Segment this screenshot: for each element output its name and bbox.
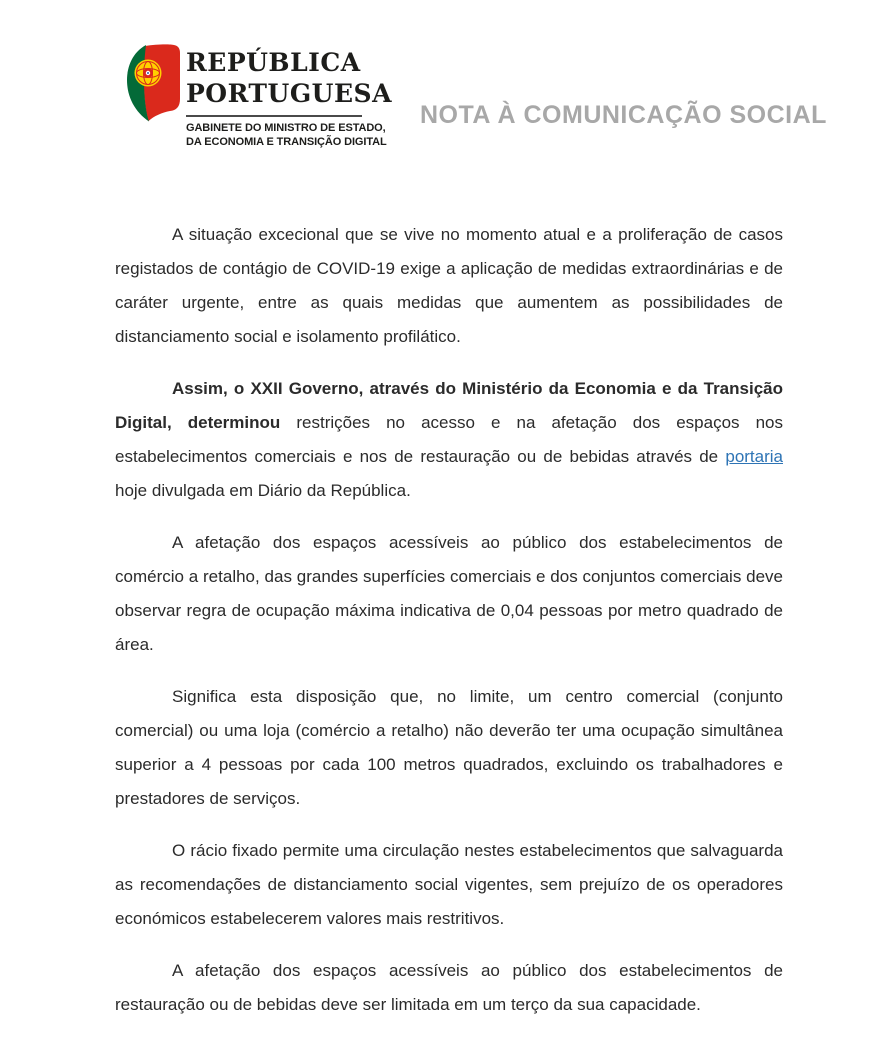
- government-logo-text: [186, 47, 392, 149]
- paragraph: [115, 680, 783, 816]
- org-name-line2: PORTUGUESA: [186, 79, 392, 108]
- logo-divider: [186, 115, 362, 117]
- text-segment: Significa esta disposição que, no limite, um centro comercial (conjunto comercial) ou uma loja (comércio a retalho) não deverão ter uma ocupação simultânea superior a 4 pessoas por cada 100 metros quadrados, excluindo os trabalhadores e prestadores de serviços.: [115, 687, 783, 808]
- paragraph: [115, 372, 783, 508]
- text-segment: A afetação dos espaços acessíveis ao público dos estabelecimentos de comércio a retalho, das grandes superfícies comerciais e dos conjuntos comerciais deve observar regra de ocupação máxima indicativa de 0,04 pessoas por metro quadrado de área.: [115, 533, 783, 654]
- department-line1: GABINETE DO MINISTRO DE ESTADO,: [186, 122, 386, 134]
- text-segment: O rácio fixado permite uma circulação nestes estabelecimentos que salvaguarda as recomendações de distanciamento social vigentes, sem prejuízo de os operadores económicos estabelecerem valores mais restritivos.: [115, 841, 783, 928]
- paragraph: [115, 526, 783, 662]
- portuguese-flag-emblem-icon: [125, 44, 181, 122]
- text-segment: A situação excecional que se vive no momento atual e a proliferação de casos registados de contágio de COVID-19 exige a aplicação de medidas extraordinárias e de caráter urgente, entre as quais medidas que aumentem as possibilidades de distanciamento social e isolamento profilático.: [115, 225, 783, 346]
- text-segment: restrições no acesso e na afetação dos espaços nos estabelecimentos comerciais e nos de restauração ou de bebidas através de: [115, 413, 783, 466]
- text-segment: hoje divulgada em Diário da República.: [115, 481, 411, 500]
- org-name-line1: REPÚBLICA: [186, 48, 361, 77]
- text-segment: A afetação dos espaços acessíveis ao público dos estabelecimentos de restauração ou de bebidas deve ser limitada em um terço da sua capacidade.: [115, 961, 783, 1014]
- paragraph: [115, 218, 783, 354]
- paragraph: [115, 954, 783, 1022]
- document-body: [115, 218, 783, 1040]
- portaria-link[interactable]: portaria: [725, 447, 783, 466]
- document-title: NOTA À COMUNICAÇÃO SOCIAL: [420, 101, 827, 129]
- department-line2: DA ECONOMIA E TRANSIÇÃO DIGITAL: [186, 135, 387, 148]
- bold-text-segment: Assim, o XXII Governo, através do Ministério da Economia e da Transição Digital, determinou: [115, 379, 783, 432]
- paragraph: [115, 834, 783, 936]
